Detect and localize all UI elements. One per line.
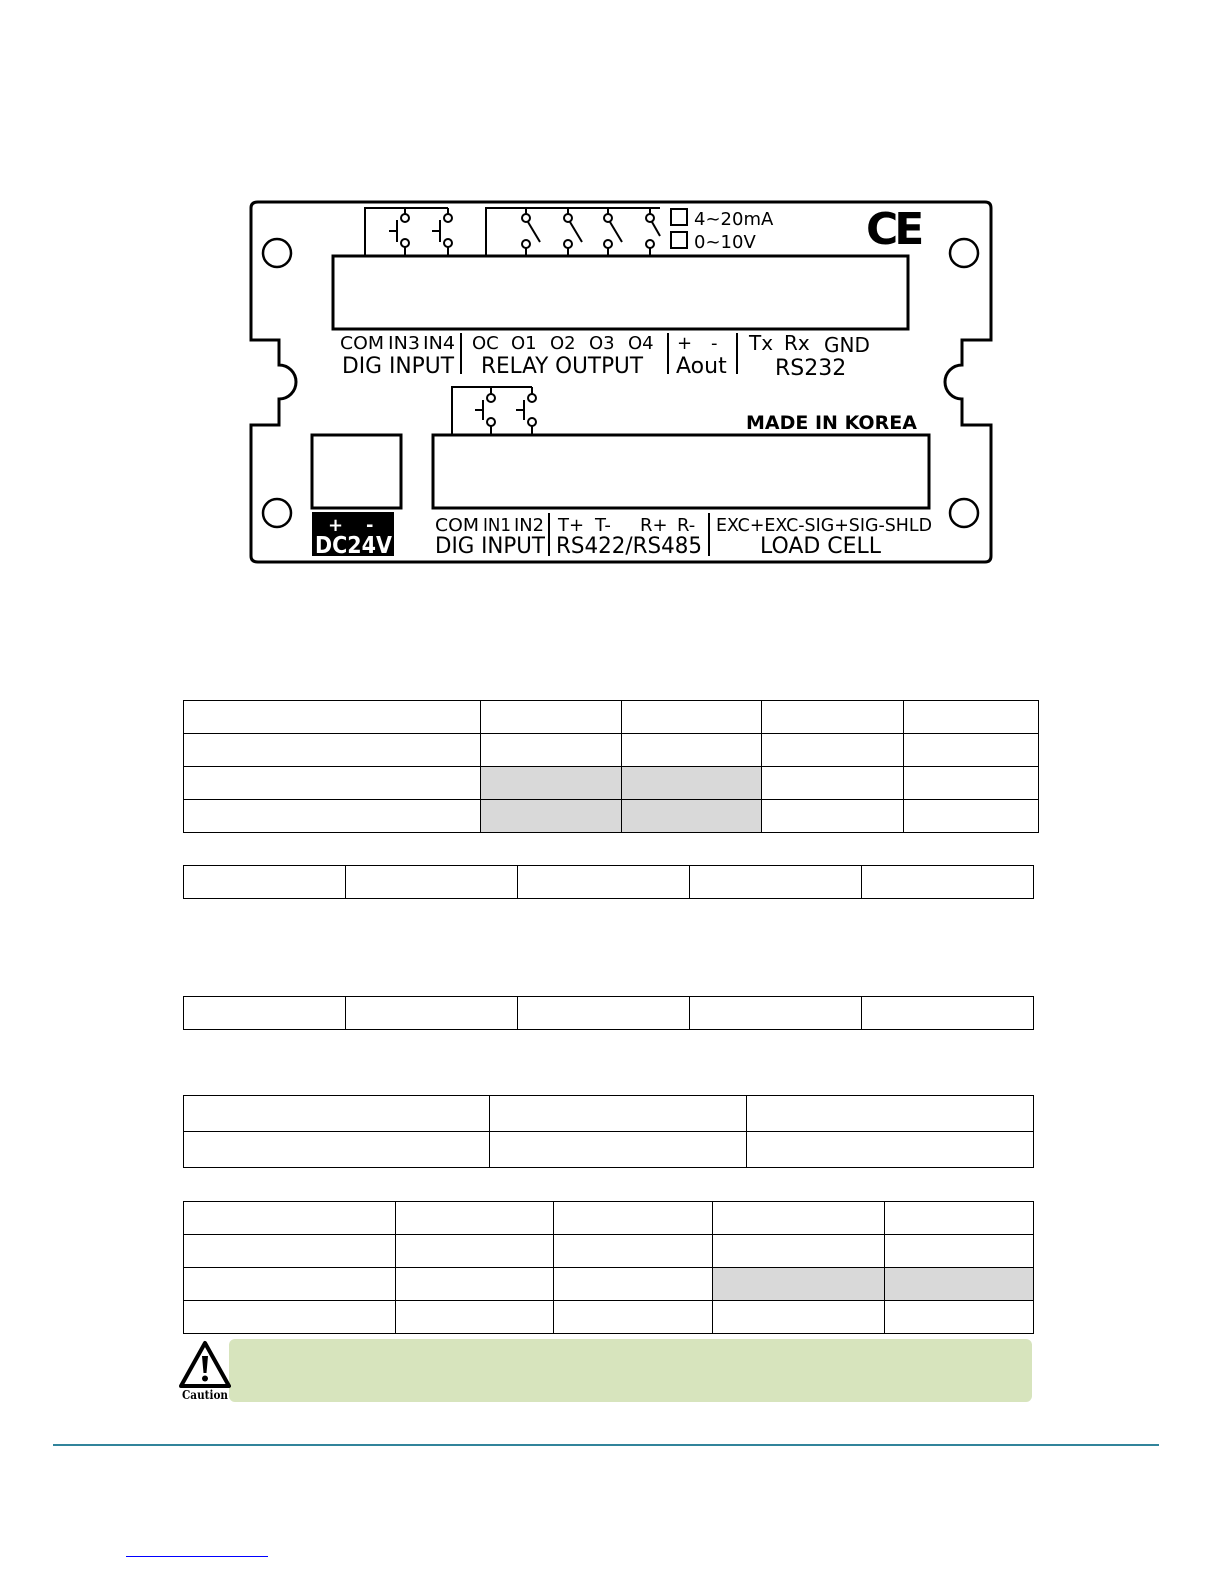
footer-link-underline[interactable]	[126, 1556, 268, 1557]
terminal-label-t-plus: T+	[558, 515, 585, 536]
terminal-label-com-bottom: COM	[435, 515, 479, 536]
terminal-label-gnd: GND	[824, 333, 870, 357]
option-checkbox-4-20ma	[671, 209, 687, 225]
terminal-label-t-minus: T-	[595, 515, 611, 536]
caution-warning-icon	[179, 1340, 231, 1404]
group-label-rs422-rs485: RS422/RS485	[556, 534, 702, 559]
table-row	[184, 1235, 1034, 1268]
terminal-label-o2: O2	[550, 333, 576, 354]
mount-hole-bottom-left	[263, 499, 291, 527]
mount-hole-top-right	[950, 239, 978, 267]
power-polarity-plus: +	[328, 515, 344, 536]
table-row	[184, 701, 1039, 734]
bottom-terminal-block	[433, 435, 929, 508]
dig-input-switch-symbols-top	[365, 208, 452, 256]
terminal-label-load-cell-pins: EXC+EXC-SIG+SIG-SHLD	[716, 515, 932, 536]
terminal-label-in2: IN2	[514, 515, 544, 536]
bottom-group-labels	[435, 534, 882, 559]
terminal-label-o4: O4	[628, 333, 654, 354]
terminal-label-oc: OC	[472, 333, 499, 354]
dig-input-switch-symbols-bottom	[452, 387, 536, 435]
footer-divider	[53, 1444, 1159, 1446]
made-in-korea-label: MADE IN KOREA	[746, 412, 917, 434]
terminal-label-in1: IN1	[483, 515, 511, 536]
terminal-label-o3: O3	[589, 333, 615, 354]
top-terminal-block	[333, 256, 908, 329]
terminal-label-tx: Tx	[749, 331, 774, 355]
mount-hole-top-left	[263, 239, 291, 267]
relay-output-switch-symbols	[486, 208, 660, 256]
table-row	[184, 1268, 1034, 1301]
group-label-load-cell: LOAD CELL	[760, 534, 882, 559]
bottom-terminal-labels	[435, 515, 932, 536]
option-label-4-20ma: 4~20mA	[694, 209, 774, 230]
table-row	[184, 1132, 1034, 1168]
ce-mark: CE	[866, 204, 921, 255]
group-label-relay-output: RELAY OUTPUT	[481, 354, 644, 379]
spec-table-5	[183, 1201, 1034, 1334]
terminal-label-in4: IN4	[423, 333, 455, 354]
group-label-dig-input-bottom: DIG INPUT	[435, 534, 546, 559]
power-connector	[312, 435, 401, 508]
table-row	[184, 800, 1039, 833]
spec-table-4	[183, 1095, 1034, 1168]
spec-table-1	[183, 700, 1039, 833]
caution-icon-label: Caution	[182, 1388, 229, 1402]
table-row	[184, 734, 1039, 767]
power-polarity-minus: -	[366, 515, 374, 536]
table-row	[184, 997, 1034, 1030]
spec-table-2	[183, 865, 1034, 899]
rear-panel-diagram	[0, 0, 1225, 600]
spec-table-3	[183, 996, 1034, 1030]
option-checkbox-0-10v	[671, 232, 687, 248]
terminal-label-aout-minus: -	[711, 333, 718, 354]
table-row	[184, 1301, 1034, 1334]
power-label: DC24V	[315, 533, 393, 559]
terminal-label-com-top: COM	[340, 333, 384, 354]
mount-hole-bottom-right	[950, 499, 978, 527]
group-label-aout: Aout	[676, 354, 727, 379]
group-label-rs232: RS232	[775, 356, 847, 381]
terminal-label-o1: O1	[511, 333, 537, 354]
terminal-label-r-minus: R-	[677, 515, 696, 536]
caution-note-box	[229, 1339, 1032, 1402]
table-row	[184, 866, 1034, 899]
top-group-labels	[342, 354, 846, 381]
table-row	[184, 1202, 1034, 1235]
option-label-0-10v: 0~10V	[694, 232, 756, 253]
terminal-label-rx: Rx	[784, 331, 810, 355]
table-row	[184, 767, 1039, 800]
group-label-dig-input-top: DIG INPUT	[342, 354, 455, 379]
table-row	[184, 1096, 1034, 1132]
terminal-label-in3: IN3	[388, 333, 420, 354]
terminal-label-aout-plus: +	[677, 333, 693, 354]
terminal-label-r-plus: R+	[640, 515, 668, 536]
